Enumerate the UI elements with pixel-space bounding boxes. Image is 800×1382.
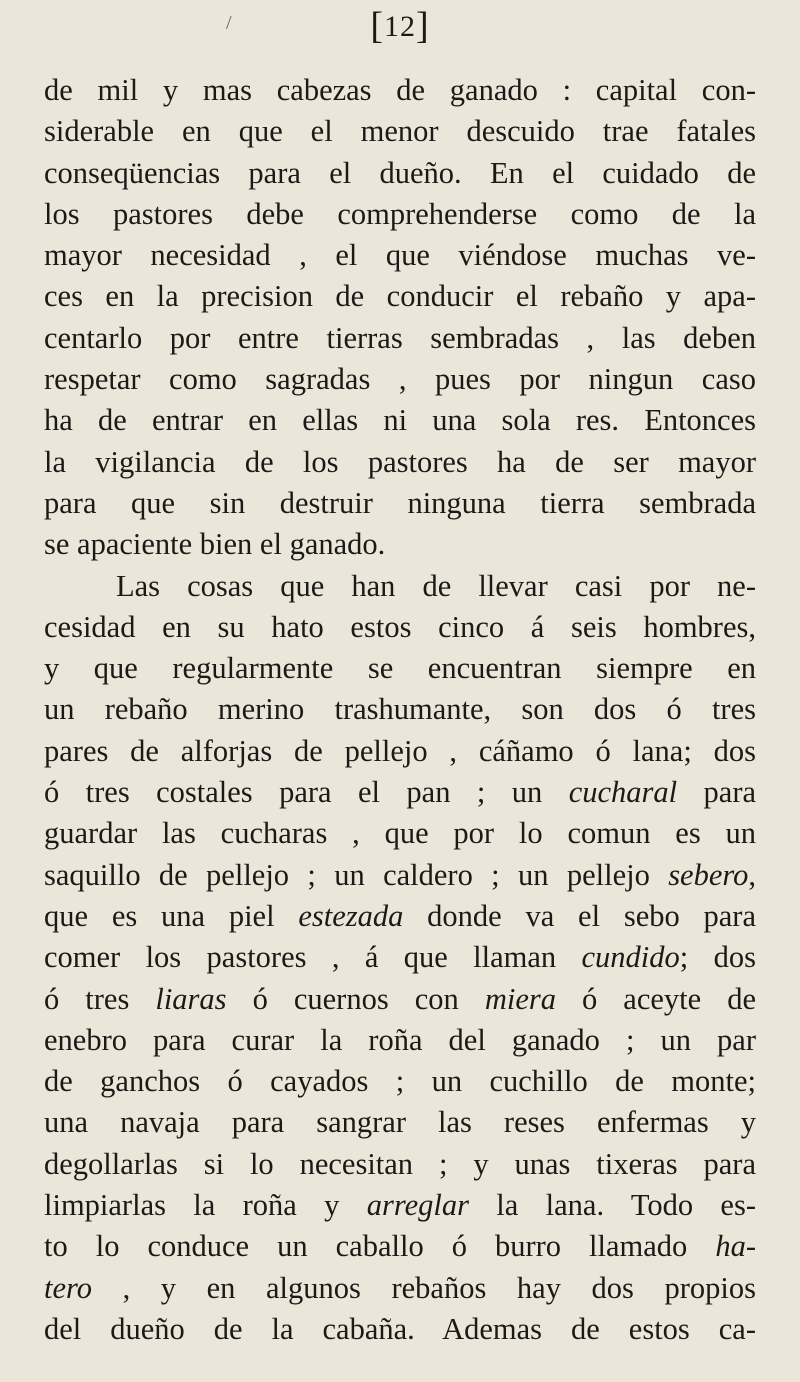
italic-term: sebero	[668, 857, 749, 892]
text-line	[44, 70, 756, 111]
text-line	[44, 813, 756, 854]
text-segment: de ganchos ó cayados ; un cuchillo de monte;	[44, 1064, 756, 1099]
text-line	[44, 276, 756, 317]
text-line	[44, 442, 756, 483]
text-segment: para	[677, 775, 757, 810]
text-line	[44, 896, 756, 937]
page-number-open-bracket: [	[370, 5, 384, 47]
text-line	[44, 772, 756, 813]
text-segment: la vigilancia de los pastores ha de ser mayor	[44, 444, 756, 479]
text-segment: centarlo por entre tierras sembradas , las deben	[44, 320, 756, 355]
text-segment: , y en algunos rebaños hay dos propios	[92, 1270, 756, 1305]
text-line	[44, 1226, 756, 1267]
text-segment: Las cosas que han de llevar casi por ne-	[116, 568, 756, 603]
text-segment: siderable en que el menor descuido trae fatales	[44, 114, 756, 149]
text-segment: se apaciente bien el ganado.	[44, 527, 386, 562]
text-segment: y que regularmente se encuentran siempre en	[44, 651, 756, 686]
text-line	[44, 1309, 756, 1350]
text-segment: para que sin destruir ninguna tierra sembrada	[44, 485, 756, 520]
text-line	[44, 731, 756, 772]
text-segment: ces en la precision de conducir el rebaño y apa-	[44, 279, 756, 314]
text-segment: pares de alforjas de pellejo , cáñamo ó lana; dos	[44, 733, 756, 768]
text-line	[44, 400, 756, 441]
italic-term: liaras	[155, 981, 227, 1016]
page-number-value: 12	[384, 10, 416, 43]
text-line	[44, 483, 756, 524]
text-segment: guardar las cucharas , que por lo comun es un	[44, 816, 756, 851]
text-segment: mayor necesidad , el que viéndose muchas ve-	[44, 238, 756, 273]
text-segment: ó tres costales para el pan ; un	[44, 775, 569, 810]
text-segment: ó aceyte de	[555, 981, 756, 1016]
text-segment: los pastores debe comprehenderse como de la	[44, 196, 756, 231]
italic-term: ha-	[715, 1229, 756, 1264]
text-line	[44, 235, 756, 276]
text-line	[44, 855, 756, 896]
text-line	[44, 1144, 756, 1185]
text-line	[44, 566, 756, 607]
text-line	[44, 111, 756, 152]
text-line	[44, 1185, 756, 1226]
text-line	[44, 689, 756, 730]
text-segment: del dueño de la cabaña. Ademas de estos ca-	[44, 1311, 756, 1346]
corner-mark: /	[226, 12, 232, 34]
text-segment: ha de entrar en ellas ni una sola res. Entonces	[44, 403, 756, 438]
text-line	[44, 194, 756, 235]
text-segment: un rebaño merino trashumante, son dos ó tres	[44, 692, 756, 727]
text-segment: de mil y mas cabezas de ganado : capital con-	[44, 73, 756, 107]
italic-term: cucharal	[568, 775, 678, 810]
body-text	[44, 70, 756, 1350]
italic-term: miera	[484, 981, 556, 1016]
text-segment: saquillo de pellejo ; un caldero ; un pellejo	[44, 857, 669, 892]
text-segment: la lana. Todo es-	[468, 1188, 756, 1223]
text-line	[44, 607, 756, 648]
text-line	[44, 648, 756, 689]
text-segment: ó cuernos con	[226, 981, 485, 1016]
page-number	[0, 4, 800, 48]
text-segment: que es una piel	[44, 898, 299, 933]
text-segment: comer los pastores , á que llaman	[44, 940, 582, 975]
text-segment: respetar como sagradas , pues por ningun caso	[44, 362, 756, 397]
text-line	[44, 524, 756, 565]
text-line	[44, 1061, 756, 1102]
text-segment: ó tres	[44, 981, 156, 1016]
text-segment: una navaja para sangrar las reses enfermas y	[44, 1105, 756, 1140]
text-segment: ; dos	[679, 940, 756, 975]
italic-term: cundido	[581, 940, 680, 975]
text-line	[44, 318, 756, 359]
text-segment: degollarlas si lo necesitan ; y unas tixeras para	[44, 1146, 756, 1181]
text-segment: donde va el sebo para	[403, 898, 756, 933]
text-line	[44, 1102, 756, 1143]
text-line	[44, 1020, 756, 1061]
text-segment: cesidad en su hato estos cinco á seis hombres,	[44, 609, 756, 644]
text-segment: ,	[748, 857, 756, 892]
page-number-close-bracket: ]	[416, 5, 430, 47]
text-segment: to lo conduce un caballo ó burro llamado	[44, 1229, 716, 1264]
italic-term: arreglar	[366, 1188, 469, 1223]
text-segment: enebro para curar la roña del ganado ; un par	[44, 1022, 756, 1057]
text-line	[44, 1268, 756, 1309]
text-segment: conseqüencias para el dueño. En el cuidado de	[44, 155, 756, 190]
text-line	[44, 153, 756, 194]
text-line	[44, 979, 756, 1020]
italic-term: estezada	[298, 898, 404, 933]
italic-term: tero	[44, 1270, 92, 1305]
text-segment: limpiarlas la roña y	[44, 1188, 367, 1223]
text-line	[44, 359, 756, 400]
text-line	[44, 937, 756, 978]
